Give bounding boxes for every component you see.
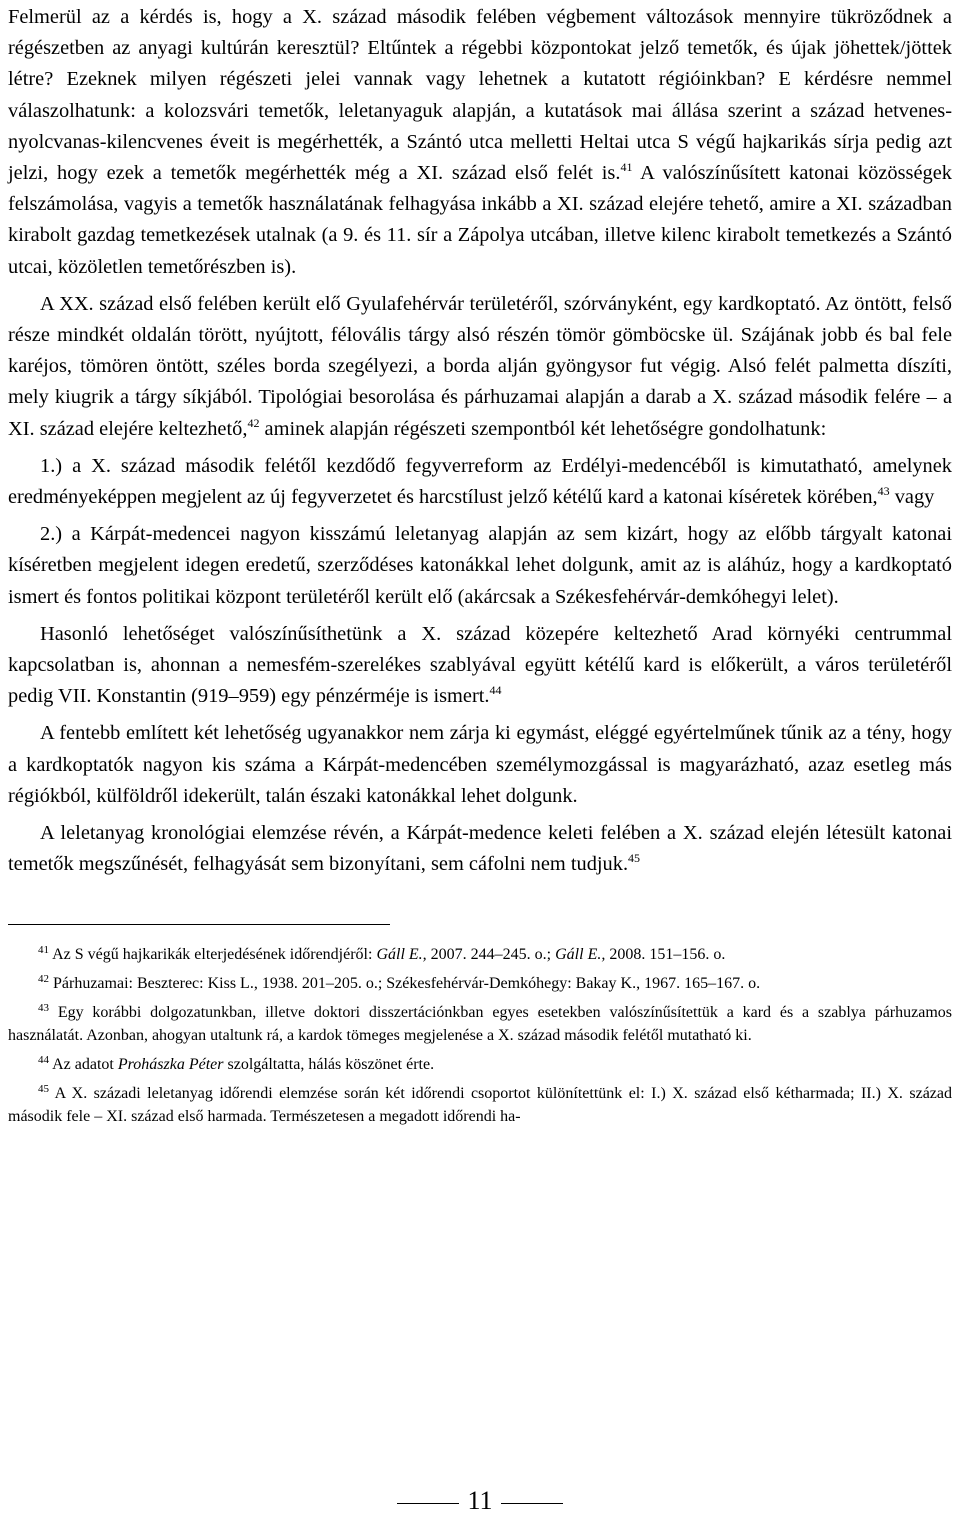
footnote: [8, 1082, 952, 1128]
page-number-value: 11: [467, 1486, 493, 1515]
text-run: A valószínűsített katonai közösségek felszámolása, vagyis a temetők használatának felhagyása inkább a XI. század elejére tehető, amire a XI. században kirabolt gazdag temetkezések utalnak (a 9. és 11. sír a Zápolya utcában, illetve kilenc kirabolt temetkezés a Szántó utcai, közöletlen temetőrészben is).: [8, 162, 952, 278]
footnote-ref: 43: [877, 484, 890, 499]
italic-text: Gáll E.,: [555, 946, 606, 964]
paragraph: [8, 2, 952, 283]
footnote: [8, 1001, 952, 1047]
text-run: Az S végű hajkarikák elterjedésének időrendjéről:: [52, 946, 377, 964]
text-run: 1.) a X. század második felétől kezdődő fegyverreform az Erdélyi-medencéből is kimutatható, amelynek eredményeképpen megjelent az új fegyverzetet és harcstílust jelző kétélű kard a katonai kíséretek körében,: [8, 454, 952, 509]
footnote-number: 45: [38, 1083, 49, 1096]
italic-text: Prohászka Péter: [117, 1056, 224, 1074]
footnote: [8, 943, 952, 966]
text-run: szolgáltatta, hálás köszönet érte.: [223, 1056, 435, 1074]
text-run: Párhuzamai: Beszterec: Kiss L., 1938. 201–205. o.; Székesfehérvár-Demkóhegy: Bakay K., 1967. 165–167. o.: [53, 975, 761, 993]
text-run: A XX. század első felében került elő Gyulafehérvár területéről, szórványként, egy kardkoptató. Az öntött, felső része mindkét oldalán törött, nyújtott, félovális tárgy alsó részén tömör gömböcske ül. Szájának jobb és bal fele karéjos, tömören öntött, széles borda szegélyezi, a borda alján gyöngysor fut végig. Alsó felét palmetta díszíti, mely kiugrik a tárgy síkjából. Tipológiai besorolása és párhuzamai alapján a darab a X. század második felére – a XI. század elejére keltezhető,: [8, 292, 952, 440]
text-run: Az adatot: [52, 1056, 118, 1074]
footnote-number: 43: [38, 1002, 49, 1015]
footnote-ref: 41: [620, 160, 633, 175]
text-run: 2007. 244–245. o.;: [426, 946, 556, 964]
page-number-rule-right: [501, 1503, 563, 1504]
text-run: A X. századi leletanyag időrendi elemzése során két időrendi csoportot különítettünk el: I.) X. század első kétharmada; II.) X. század második fele – XI. század első harmada. Természetesen a megadott időrendi ha-: [8, 1085, 952, 1126]
text-run: Felmerül az a kérdés is, hogy a X. század második felében végbement változások mennyire tükröződnek a régészetben az anyagi kultúrán keresztül? Eltűntek a régebbi központokat jelző temetők, és újak jöhettek/jöttek létre? Ezeknek milyen régészeti jelei vannak vagy lehetnek a kutatott régióinkban? E kérdésre nemmel válaszolhatunk: a kolozsvári temetők, leletanyaguk alapján, a kutatások mai állása szerint a század hetvenes-nyolcvanas-kilencvenes éveit is megérhették, a Szántó utca melletti Heltai utca S végű hajkarikás sírja pedig azt jelzi, hogy ezek a temetők megérhették még a XI. század első felét is.: [8, 6, 952, 185]
page-number: [0, 1486, 960, 1516]
footnote-number: 41: [38, 944, 49, 957]
footnotes: [8, 943, 952, 1128]
paragraph: [8, 289, 952, 445]
text-run: Egy korábbi dolgozatunkban, illetve doktori disszertációnkban egyes esetekben valószínűsítettük a kard és a szablya párhuzamos használatát. Azonban, ahogyan utaltunk rá, a kardok tömeges megjelenése a X. század második felétől mutatható ki.: [8, 1004, 952, 1045]
paragraph: [8, 818, 952, 880]
text-run: vagy: [889, 486, 935, 509]
text-run: 2.) a Kárpát-medencei nagyon kisszámú leletanyag alapján az sem kizárt, hogy az előbb tárgyalt katonai kíséretben megjelent idegen eredetű, szerződéses katonákkal lehet dolgunk, amit az is aláhúz, hogy a kardkoptató ismert és fontos politikai központ területéről került elő (akárcsak a Székesfehérvár-demkóhegyi lelet).: [8, 523, 952, 608]
main-text: [8, 2, 952, 880]
paragraph: [8, 718, 952, 812]
footnote-ref: 44: [489, 683, 502, 698]
footnote-ref: 45: [628, 851, 641, 866]
footnote: [8, 1053, 952, 1076]
paragraph: [8, 519, 952, 613]
italic-text: Gáll E.,: [376, 946, 427, 964]
text-run: 2008. 151–156. o.: [605, 946, 726, 964]
text-run: Hasonló lehetőséget valószínűsíthetünk a X. század közepére keltezhető Arad környéki centrummal kapcsolatban is, ahonnan a nemesfém-szerelékes szablyával együtt kétélű kard is előkerült, a város területéről pedig VII. Konstantin (919–959) egy pénzérméje is ismert.: [8, 622, 952, 708]
footnote-ref: 42: [247, 415, 260, 430]
text-run: aminek alapján régészeti szempontból két lehetőségre gondolhatunk:: [259, 417, 827, 440]
paragraph: [8, 451, 952, 513]
text-run: A fentebb említett két lehetőség ugyanakkor nem zárja ki egymást, eléggé egyértelműnek tűnik az a tény, hogy a kardkoptatók nagyon kis száma a Kárpát-medencében személymozgással is magyarázható, azaz esetleg más régiókból, külföldről idekerült, talán északi katonákkal lehet dolgunk.: [8, 722, 952, 807]
footnote-number: 44: [38, 1054, 49, 1067]
footnote: [8, 972, 952, 995]
page-number-rule-left: [397, 1503, 459, 1504]
paragraph: [8, 619, 952, 713]
footnote-number: 42: [38, 973, 49, 986]
text-run: A leletanyag kronológiai elemzése révén, a Kárpát-medence keleti felében a X. század elején létesült katonai temetők megszűnését, felhagyását sem bizonyítani, sem cáfolni nem tudjuk.: [8, 822, 952, 876]
footnote-separator: [8, 924, 390, 925]
